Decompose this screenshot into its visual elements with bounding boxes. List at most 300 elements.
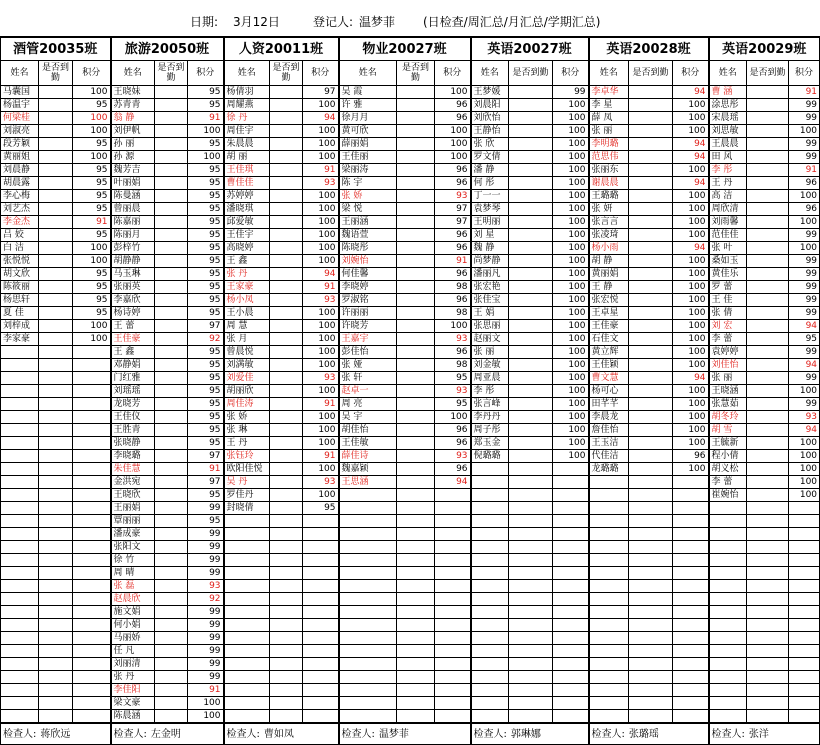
empty-cell bbox=[509, 645, 553, 658]
score-cell: 100 bbox=[303, 489, 339, 502]
table-row bbox=[1, 294, 820, 307]
student-name: 王 鑫 bbox=[111, 346, 155, 359]
student-name: 张 月 bbox=[224, 333, 270, 346]
arrive-cell bbox=[747, 372, 789, 385]
score-cell: 99 bbox=[188, 528, 224, 541]
empty-cell bbox=[673, 593, 709, 606]
student-name: 刘梓成 bbox=[1, 320, 39, 333]
empty-cell bbox=[397, 632, 435, 645]
empty-cell bbox=[747, 593, 789, 606]
student-name: 陈丽月 bbox=[111, 229, 155, 242]
score-cell: 99 bbox=[188, 554, 224, 567]
arrive-cell bbox=[270, 294, 303, 307]
empty-cell bbox=[553, 671, 589, 684]
checker-label: 检查人: bbox=[341, 728, 375, 740]
checker-label: 检查人: bbox=[3, 728, 37, 740]
arrive-cell bbox=[629, 125, 673, 138]
student-name: 李心梅 bbox=[1, 190, 39, 203]
class-title: 英语20027班 bbox=[471, 37, 589, 61]
empty-cell bbox=[39, 684, 73, 697]
score-cell: 98 bbox=[435, 307, 471, 320]
class-title: 旅游20050班 bbox=[111, 37, 224, 61]
empty-cell bbox=[589, 476, 629, 489]
score-cell: 100 bbox=[553, 138, 589, 151]
empty-cell bbox=[789, 554, 820, 567]
arrive-cell bbox=[747, 411, 789, 424]
score-cell: 97 bbox=[303, 86, 339, 99]
score-cell: 100 bbox=[673, 164, 709, 177]
arrive-cell bbox=[629, 294, 673, 307]
score-cell: 95 bbox=[188, 307, 224, 320]
arrive-cell bbox=[39, 86, 73, 99]
empty-cell bbox=[709, 593, 747, 606]
empty-cell bbox=[39, 398, 73, 411]
score-cell: 91 bbox=[303, 164, 339, 177]
student-name: 彭梓竹 bbox=[111, 242, 155, 255]
arrive-cell bbox=[747, 190, 789, 203]
empty-cell bbox=[73, 671, 111, 684]
empty-cell bbox=[509, 697, 553, 710]
student-name: 张 丹 bbox=[111, 671, 155, 684]
score-cell: 95 bbox=[188, 99, 224, 112]
score-cell: 100 bbox=[789, 242, 820, 255]
student-name: 黄佳乐 bbox=[709, 268, 747, 281]
empty-cell bbox=[1, 710, 39, 724]
student-name: 周 慧 bbox=[224, 320, 270, 333]
arrive-cell bbox=[155, 359, 188, 372]
empty-cell bbox=[39, 619, 73, 632]
score-cell: 96 bbox=[435, 164, 471, 177]
table-row bbox=[1, 411, 820, 424]
empty-cell bbox=[435, 697, 471, 710]
empty-cell bbox=[471, 476, 509, 489]
checker-label: 检查人: bbox=[473, 728, 507, 740]
student-name: 胡 雪 bbox=[709, 424, 747, 437]
empty-cell bbox=[39, 476, 73, 489]
empty-cell bbox=[509, 632, 553, 645]
empty-cell bbox=[270, 528, 303, 541]
score-cell: 95 bbox=[188, 385, 224, 398]
arrive-cell bbox=[629, 372, 673, 385]
student-name: 周欣清 bbox=[709, 203, 747, 216]
student-name: 李 彤 bbox=[471, 385, 509, 398]
student-name: 张 叶 bbox=[709, 242, 747, 255]
score-cell: 100 bbox=[303, 333, 339, 346]
arrive-cell bbox=[39, 177, 73, 190]
score-cell: 100 bbox=[553, 242, 589, 255]
score-cell: 100 bbox=[303, 216, 339, 229]
score-cell: 100 bbox=[303, 424, 339, 437]
student-name: 王嘉宇 bbox=[339, 333, 397, 346]
table-row bbox=[1, 424, 820, 437]
score-cell: 91 bbox=[188, 112, 224, 125]
student-name: 罗佳丹 bbox=[224, 489, 270, 502]
score-cell: 94 bbox=[303, 112, 339, 125]
score-cell: 97 bbox=[435, 216, 471, 229]
arrive-cell bbox=[270, 320, 303, 333]
arrive-cell bbox=[155, 593, 188, 606]
empty-cell bbox=[553, 541, 589, 554]
empty-cell bbox=[471, 606, 509, 619]
empty-cell bbox=[709, 502, 747, 515]
empty-cell bbox=[73, 528, 111, 541]
score-cell: 100 bbox=[435, 320, 471, 333]
student-name: 王小晨 bbox=[224, 307, 270, 320]
arrive-cell bbox=[747, 463, 789, 476]
student-name: 陈嘉丽 bbox=[111, 216, 155, 229]
empty-cell bbox=[224, 593, 270, 606]
table-row bbox=[1, 489, 820, 502]
empty-cell bbox=[673, 489, 709, 502]
score-cell: 100 bbox=[188, 151, 224, 164]
empty-cell bbox=[509, 476, 553, 489]
score-cell: 95 bbox=[188, 515, 224, 528]
empty-cell bbox=[73, 424, 111, 437]
empty-cell bbox=[270, 515, 303, 528]
empty-cell bbox=[39, 450, 73, 463]
student-name: 谢晨晨 bbox=[589, 177, 629, 190]
arrive-cell bbox=[39, 151, 73, 164]
empty-cell bbox=[553, 502, 589, 515]
empty-cell bbox=[509, 567, 553, 580]
table-row bbox=[1, 99, 820, 112]
empty-cell bbox=[303, 606, 339, 619]
score-cell: 99 bbox=[789, 138, 820, 151]
table-row bbox=[1, 502, 820, 515]
student-name: 何佳馨 bbox=[339, 268, 397, 281]
student-name: 王佳丽 bbox=[339, 151, 397, 164]
arrive-cell bbox=[155, 177, 188, 190]
table-row bbox=[1, 645, 820, 658]
empty-cell bbox=[509, 463, 553, 476]
score-cell: 95 bbox=[73, 229, 111, 242]
column-header-name: 姓名 bbox=[339, 61, 397, 86]
student-name: 徐 丹 bbox=[224, 112, 270, 125]
score-cell: 95 bbox=[789, 333, 820, 346]
arrive-cell bbox=[629, 307, 673, 320]
arrive-cell bbox=[397, 463, 435, 476]
student-name: 罗 蕾 bbox=[709, 281, 747, 294]
empty-cell bbox=[471, 463, 509, 476]
student-name: 王 娟 bbox=[471, 307, 509, 320]
checker-cell bbox=[709, 723, 820, 745]
student-name: 石佳文 bbox=[589, 333, 629, 346]
recorder-name: 温梦菲 bbox=[359, 15, 396, 29]
score-cell: 96 bbox=[435, 177, 471, 190]
empty-cell bbox=[303, 697, 339, 710]
student-name: 潘成豪 bbox=[111, 528, 155, 541]
empty-cell bbox=[629, 632, 673, 645]
class-title: 物业20027班 bbox=[339, 37, 471, 61]
empty-cell bbox=[589, 567, 629, 580]
score-cell: 91 bbox=[789, 164, 820, 177]
student-name: 吕 姣 bbox=[1, 229, 39, 242]
student-name: 封晓倩 bbox=[224, 502, 270, 515]
arrive-cell bbox=[155, 294, 188, 307]
empty-cell bbox=[224, 710, 270, 724]
student-name: 白 洁 bbox=[1, 242, 39, 255]
arrive-cell bbox=[629, 333, 673, 346]
score-cell: 94 bbox=[673, 177, 709, 190]
empty-cell bbox=[73, 437, 111, 450]
arrive-cell bbox=[509, 359, 553, 372]
student-name: 何梁桂 bbox=[1, 112, 39, 125]
score-cell: 95 bbox=[73, 190, 111, 203]
student-name: 赵晨欣 bbox=[111, 593, 155, 606]
student-name: 李晨龙 bbox=[589, 411, 629, 424]
arrive-cell bbox=[155, 268, 188, 281]
student-name: 段芳颖 bbox=[1, 138, 39, 151]
student-name: 王 佳 bbox=[709, 294, 747, 307]
arrive-cell bbox=[629, 229, 673, 242]
student-name: 王佳琪 bbox=[224, 164, 270, 177]
empty-cell bbox=[397, 541, 435, 554]
empty-cell bbox=[1, 489, 39, 502]
empty-cell bbox=[39, 554, 73, 567]
arrive-cell bbox=[747, 203, 789, 216]
empty-cell bbox=[1, 424, 39, 437]
empty-cell bbox=[673, 632, 709, 645]
score-cell: 100 bbox=[673, 190, 709, 203]
score-cell: 100 bbox=[73, 151, 111, 164]
arrive-cell bbox=[509, 333, 553, 346]
score-cell: 100 bbox=[435, 151, 471, 164]
score-cell: 95 bbox=[188, 281, 224, 294]
score-cell: 94 bbox=[789, 320, 820, 333]
empty-cell bbox=[553, 580, 589, 593]
empty-cell bbox=[73, 567, 111, 580]
student-name: 张 娅 bbox=[339, 359, 397, 372]
empty-cell bbox=[673, 606, 709, 619]
empty-cell bbox=[435, 515, 471, 528]
table-row bbox=[1, 255, 820, 268]
arrive-cell bbox=[155, 606, 188, 619]
arrive-cell bbox=[270, 86, 303, 99]
empty-cell bbox=[789, 619, 820, 632]
score-cell: 100 bbox=[303, 320, 339, 333]
empty-cell bbox=[73, 385, 111, 398]
student-name: 刘佳怡 bbox=[709, 359, 747, 372]
student-name: 张凌琦 bbox=[589, 229, 629, 242]
score-cell: 95 bbox=[188, 359, 224, 372]
arrive-cell bbox=[629, 281, 673, 294]
score-cell: 100 bbox=[553, 385, 589, 398]
arrive-cell bbox=[270, 476, 303, 489]
score-cell: 100 bbox=[789, 190, 820, 203]
score-cell: 100 bbox=[553, 151, 589, 164]
empty-cell bbox=[1, 528, 39, 541]
table-row bbox=[1, 333, 820, 346]
score-cell: 99 bbox=[789, 268, 820, 281]
score-cell: 94 bbox=[673, 86, 709, 99]
score-cell: 99 bbox=[188, 567, 224, 580]
student-name: 李佳阳 bbox=[111, 684, 155, 697]
empty-cell bbox=[629, 593, 673, 606]
score-cell: 100 bbox=[553, 203, 589, 216]
arrive-cell bbox=[509, 112, 553, 125]
column-header-score: 积分 bbox=[73, 61, 111, 86]
empty-cell bbox=[39, 346, 73, 359]
arrive-cell bbox=[509, 203, 553, 216]
arrive-cell bbox=[747, 138, 789, 151]
arrive-cell bbox=[629, 190, 673, 203]
empty-cell bbox=[673, 645, 709, 658]
score-cell: 100 bbox=[553, 190, 589, 203]
empty-cell bbox=[397, 684, 435, 697]
student-name: 龙璐璐 bbox=[589, 463, 629, 476]
column-header-name: 姓名 bbox=[1, 61, 39, 86]
class-title: 英语20029班 bbox=[709, 37, 820, 61]
arrive-cell bbox=[155, 437, 188, 450]
student-name: 黄可欣 bbox=[339, 125, 397, 138]
student-name: 王 静 bbox=[589, 281, 629, 294]
arrive-cell bbox=[155, 528, 188, 541]
empty-cell bbox=[397, 671, 435, 684]
empty-cell bbox=[303, 528, 339, 541]
score-cell: 100 bbox=[553, 125, 589, 138]
empty-cell bbox=[589, 684, 629, 697]
empty-cell bbox=[397, 502, 435, 515]
empty-cell bbox=[303, 541, 339, 554]
score-cell: 96 bbox=[435, 437, 471, 450]
student-name: 陈晓彤 bbox=[339, 242, 397, 255]
arrive-cell bbox=[155, 190, 188, 203]
arrive-cell bbox=[397, 203, 435, 216]
empty-cell bbox=[339, 645, 397, 658]
student-name: 张 丽 bbox=[589, 125, 629, 138]
score-cell: 95 bbox=[73, 294, 111, 307]
empty-cell bbox=[629, 515, 673, 528]
empty-cell bbox=[589, 710, 629, 724]
score-cell: 100 bbox=[303, 242, 339, 255]
empty-cell bbox=[270, 645, 303, 658]
empty-cell bbox=[435, 502, 471, 515]
empty-cell bbox=[629, 554, 673, 567]
arrive-cell bbox=[155, 112, 188, 125]
arrive-cell bbox=[270, 255, 303, 268]
empty-cell bbox=[471, 567, 509, 580]
score-cell: 100 bbox=[553, 281, 589, 294]
empty-cell bbox=[747, 541, 789, 554]
arrive-cell bbox=[397, 281, 435, 294]
arrive-cell bbox=[747, 437, 789, 450]
score-cell: 95 bbox=[73, 281, 111, 294]
student-name: 翁 静 bbox=[111, 112, 155, 125]
score-cell: 95 bbox=[188, 164, 224, 177]
student-name: 张 轩 bbox=[339, 372, 397, 385]
student-name: 罗淑铭 bbox=[339, 294, 397, 307]
empty-cell bbox=[673, 619, 709, 632]
empty-cell bbox=[629, 645, 673, 658]
empty-cell bbox=[224, 619, 270, 632]
empty-cell bbox=[789, 502, 820, 515]
empty-cell bbox=[435, 567, 471, 580]
arrive-cell bbox=[155, 567, 188, 580]
table-row bbox=[1, 593, 820, 606]
empty-cell bbox=[509, 684, 553, 697]
score-cell: 99 bbox=[789, 398, 820, 411]
empty-cell bbox=[629, 710, 673, 724]
student-name: 陈 宇 bbox=[339, 177, 397, 190]
arrive-cell bbox=[397, 138, 435, 151]
empty-cell bbox=[747, 658, 789, 671]
score-cell: 100 bbox=[673, 112, 709, 125]
arrive-cell bbox=[155, 203, 188, 216]
student-name: 朱佳慧 bbox=[111, 463, 155, 476]
empty-cell bbox=[747, 645, 789, 658]
arrive-cell bbox=[155, 99, 188, 112]
table-row bbox=[1, 177, 820, 190]
arrive-cell bbox=[270, 450, 303, 463]
column-header-arrive: 是否到勤 bbox=[39, 61, 73, 86]
arrive-cell bbox=[747, 151, 789, 164]
empty-cell bbox=[339, 710, 397, 724]
empty-cell bbox=[303, 632, 339, 645]
empty-cell bbox=[39, 359, 73, 372]
arrive-cell bbox=[155, 489, 188, 502]
empty-cell bbox=[553, 515, 589, 528]
empty-cell bbox=[553, 632, 589, 645]
student-name: 高 洁 bbox=[709, 190, 747, 203]
student-name: 黄立辉 bbox=[589, 346, 629, 359]
student-name: 许 雅 bbox=[339, 99, 397, 112]
empty-cell bbox=[339, 671, 397, 684]
score-cell: 95 bbox=[73, 203, 111, 216]
score-cell: 100 bbox=[303, 138, 339, 151]
score-cell: 95 bbox=[188, 411, 224, 424]
empty-cell bbox=[435, 489, 471, 502]
empty-cell bbox=[73, 450, 111, 463]
table-row bbox=[1, 528, 820, 541]
empty-cell bbox=[509, 658, 553, 671]
arrive-cell bbox=[629, 463, 673, 476]
score-cell: 100 bbox=[303, 359, 339, 372]
student-name: 张言峰 bbox=[471, 398, 509, 411]
arrive-cell bbox=[509, 242, 553, 255]
empty-cell bbox=[629, 489, 673, 502]
student-name: 张 娇 bbox=[339, 190, 397, 203]
score-cell: 99 bbox=[789, 294, 820, 307]
student-name: 杨小凤 bbox=[224, 294, 270, 307]
empty-cell bbox=[553, 567, 589, 580]
empty-cell bbox=[339, 684, 397, 697]
score-cell: 100 bbox=[73, 112, 111, 125]
empty-cell bbox=[1, 684, 39, 697]
column-header-score: 积分 bbox=[435, 61, 471, 86]
arrive-cell bbox=[155, 242, 188, 255]
arrive-cell bbox=[397, 255, 435, 268]
score-cell: 96 bbox=[435, 99, 471, 112]
student-name: 吴 丹 bbox=[224, 476, 270, 489]
score-cell: 100 bbox=[303, 99, 339, 112]
student-name: 詹佳怡 bbox=[589, 424, 629, 437]
empty-cell bbox=[73, 346, 111, 359]
empty-cell bbox=[397, 567, 435, 580]
empty-cell bbox=[789, 658, 820, 671]
table-row bbox=[1, 658, 820, 671]
table-row bbox=[1, 346, 820, 359]
student-name: 何 彤 bbox=[471, 177, 509, 190]
score-cell: 93 bbox=[303, 476, 339, 489]
arrive-cell bbox=[509, 164, 553, 177]
arrive-cell bbox=[747, 229, 789, 242]
arrive-cell bbox=[629, 437, 673, 450]
table-row bbox=[1, 697, 820, 710]
arrive-cell bbox=[155, 645, 188, 658]
empty-cell bbox=[270, 554, 303, 567]
arrive-cell bbox=[629, 359, 673, 372]
score-cell: 100 bbox=[73, 242, 111, 255]
